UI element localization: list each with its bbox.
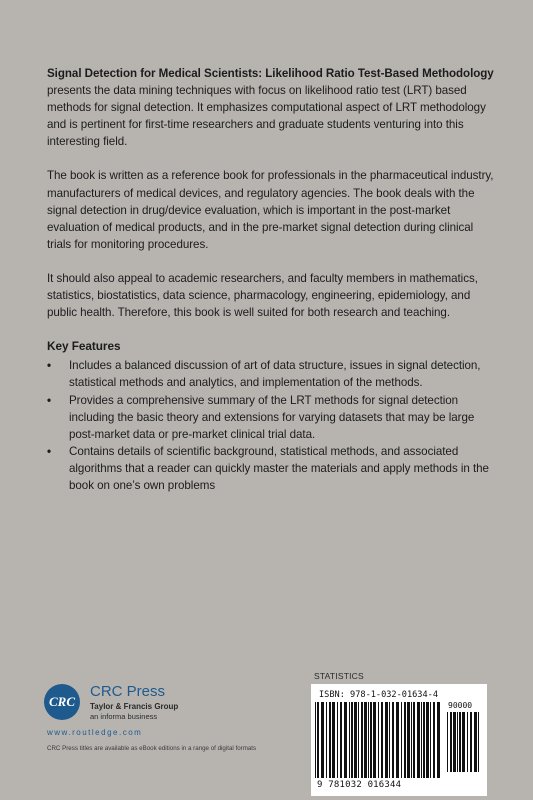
barcode-bars-icon [315,702,443,778]
price-barcode-icon [447,712,483,772]
publisher-parent: an informa business [90,712,158,721]
subject-category: STATISTICS [314,671,364,681]
isbn-barcode [311,684,487,796]
intro-paragraph [47,65,497,150]
publisher-group: Taylor & Francis Group [90,702,179,711]
feature-item: • Includes a balanced discussion of art of data structure, issues in signal detection, statistical methods and analytics, and implementation of the methods. [47,359,481,390]
back-cover-footer [0,640,533,800]
back-cover-text [47,65,497,494]
description-paragraph: The book is written as a reference book for professionals in the pharmaceutical industry, manufacturers of medical devices, and regulatory agencies. The book deals with the signal detection in drug/device evaluation, which is important in the post-market evaluation of medical products, and in the pre-market signal detection during clinical trials for monitoring procedures. [47,169,494,251]
isbn-digits: 9 781032 016344 [317,780,402,790]
intro-text: presents the data mining techniques with focus on likelihood ratio test (LRT) based methods for signal detection. It emphasizes computational aspect of LRT methodology and is pertinent for first-time researchers and graduate students venturing into this interesting field. [47,84,486,149]
isbn-label: ISBN: 978-1-032-01634-4 [319,690,438,700]
key-features-list [47,357,497,494]
feature-item: • Contains details of scientific background, statistical methods, and associated algorithms that a reader can quickly master the materials and apply methods in the book on one’s own problems [47,444,489,492]
bullet-icon: • [47,444,52,458]
publisher-name: CRC Press [90,683,166,700]
publisher-website: www.routledge.com [47,728,143,737]
audience-paragraph: It should also appeal to academic researchers, and faculty members in mathematics, statistics, biostatistics, data science, pharmacology, engineering, epidemiology, and public health. Therefore, this book is well suited for both research and teaching. [47,271,478,320]
price-code: 90000 [448,701,473,710]
ebook-note: CRC Press titles are available as eBook editions in a range of digital formats [47,745,257,752]
feature-item: • Provides a comprehensive summary of the LRT methods for signal detection including the basic theory and extensions for varying datasets that may be large post-market data or pre-market clinical trial data. [47,393,475,441]
bullet-icon: • [47,393,52,407]
bullet-icon: • [47,359,52,373]
book-title: Signal Detection for Medical Scientists: Likelihood Ratio Test-Based Methodology [47,67,494,80]
key-features-heading: Key Features [47,339,121,354]
crc-logo-icon: CRC [44,684,80,720]
